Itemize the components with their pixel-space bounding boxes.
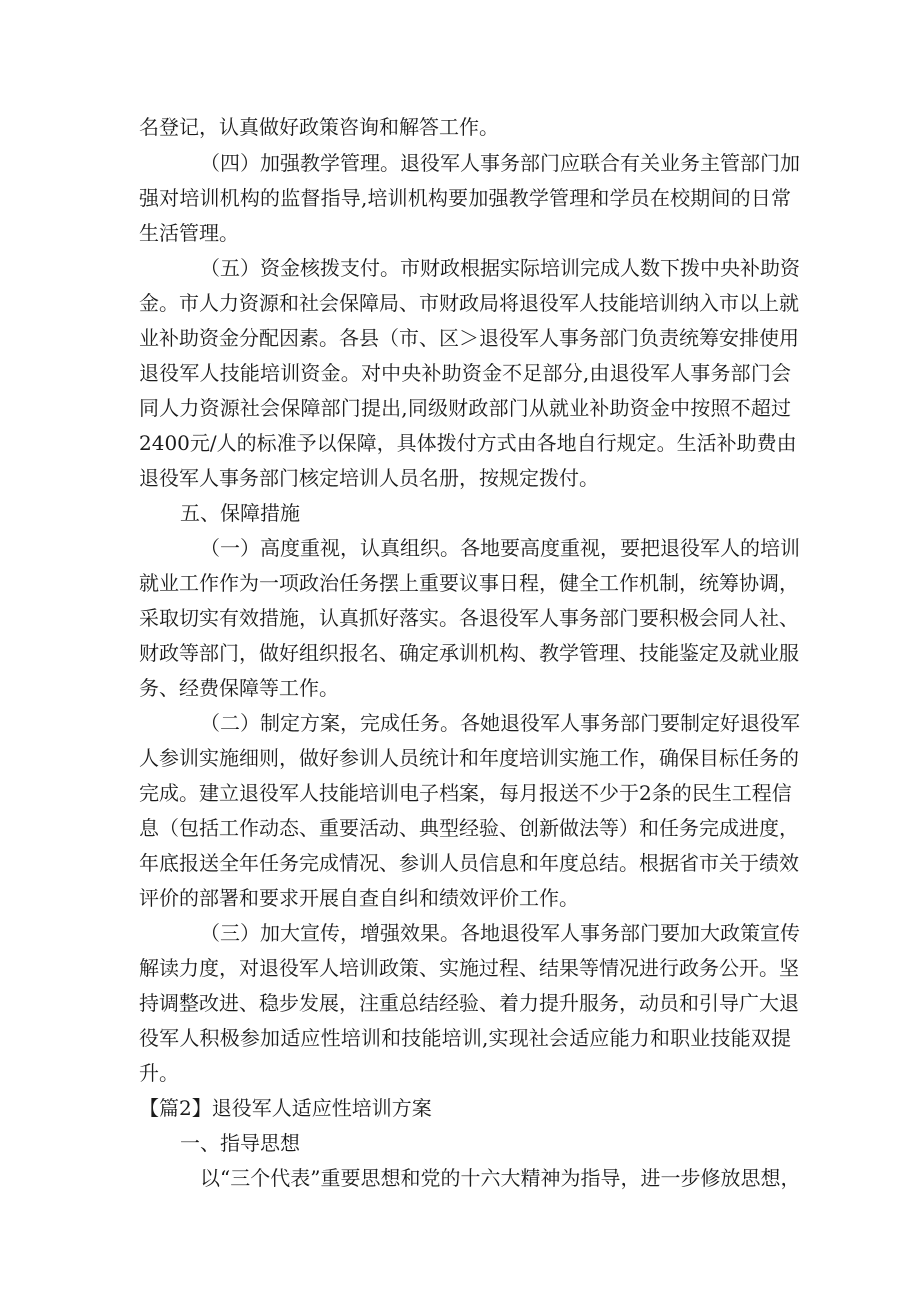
paragraph-line: 采取切实有效措施，认真抓好落实。各退役军人事务部门要积极会同人社、	[139, 606, 799, 630]
paragraph-line: 升。	[139, 1061, 179, 1085]
paragraph-line: 退役军人技能培训资金。对中央补助资金不足部分,由退役军人事务部门会	[139, 361, 791, 385]
paragraph-line: 财政等部门，做好组织报名、确定承训机构、教学管理、技能鉴定及就业服	[139, 641, 799, 665]
paragraph-line: 务、经费保障等工作。	[139, 676, 339, 700]
paragraph-line: 解读力度，对退役军人培训政策、实施过程、结果等情况进行政务公开。坚	[139, 956, 799, 980]
paragraph-line: 役军人积极参加适应性培训和技能培训,实现社会适应能力和职业技能双提	[139, 1026, 791, 1050]
paragraph-line: （五）资金核拨支付。市财政根据实际培训完成人数下拨中央补助资	[200, 256, 800, 280]
paragraph-line: 退役军人事务部门核定培训人员名册，按规定拨付。	[139, 466, 599, 490]
paragraph-line: 同人力资源社会保障部门提出,同级财政部门从就业补助资金中按照不超过	[139, 396, 791, 420]
section-heading: 五、保障措施	[180, 501, 300, 525]
paragraph-line: 2400元/人的标准予以保障，具体拨付方式由各地自行规定。生活补助费由	[139, 431, 797, 455]
paragraph-line: 业补助资金分配因素。各县（市、区＞退役军人事务部门负责统筹安排使用	[139, 326, 799, 350]
article-title: 【篇2】退役军人适应性培训方案	[139, 1096, 432, 1120]
paragraph-line: 就业工作作为一项政治任务摆上重要议事日程，健全工作机制，统筹协调，	[139, 571, 799, 595]
paragraph-line: 强对培训机构的监督指导,培训机构要加强教学管理和学员在校期间的日常	[139, 186, 791, 210]
paragraph-line: 评价的部署和要求开展自查自纠和绩效评价工作。	[139, 886, 579, 910]
paragraph-line: 持调整改进、稳步发展，注重总结经验、着力提升服务，动员和引导广大退	[139, 991, 799, 1015]
paragraph-line: 完成。建立退役军人技能培训电子档案，每月报送不少于2条的民生工程信	[139, 781, 792, 805]
paragraph-line: 息（包括工作动态、重要活动、典型经验、创新做法等）和任务完成进度，	[139, 816, 799, 840]
paragraph-line: （三）加大宣传，增强效果。各地退役军人事务部门要加大政策宣传	[200, 921, 800, 945]
paragraph-line: 以“三个代表”重要思想和党的十六大精神为指导，进一步修放思想，	[200, 1166, 801, 1190]
paragraph-line: 金。市人力资源和社会保障局、市财政局将退役军人技能培训纳入市以上就	[139, 291, 799, 315]
paragraph-line: （四）加强教学管理。退役军人事务部门应联合有关业务主管部门加	[200, 151, 800, 175]
paragraph-line: 生活管理。	[139, 221, 239, 245]
paragraph-line: 名登记，认真做好政策咨询和解答工作。	[139, 115, 499, 139]
paragraph-line: 人参训实施细则，做好参训人员统计和年度培训实施工作，确保目标任务的	[139, 746, 799, 770]
section-heading: 一、指导思想	[180, 1131, 300, 1155]
paragraph-line: （二）制定方案，完成任务。各她退役军人事务部门要制定好退役军	[200, 711, 800, 735]
paragraph-line: （一）高度重视，认真组织。各地要高度重视，要把退役军人的培训	[200, 536, 800, 560]
paragraph-line: 年底报送全年任务完成情况、参训人员信息和年度总结。根据省市关于绩效	[139, 851, 799, 875]
